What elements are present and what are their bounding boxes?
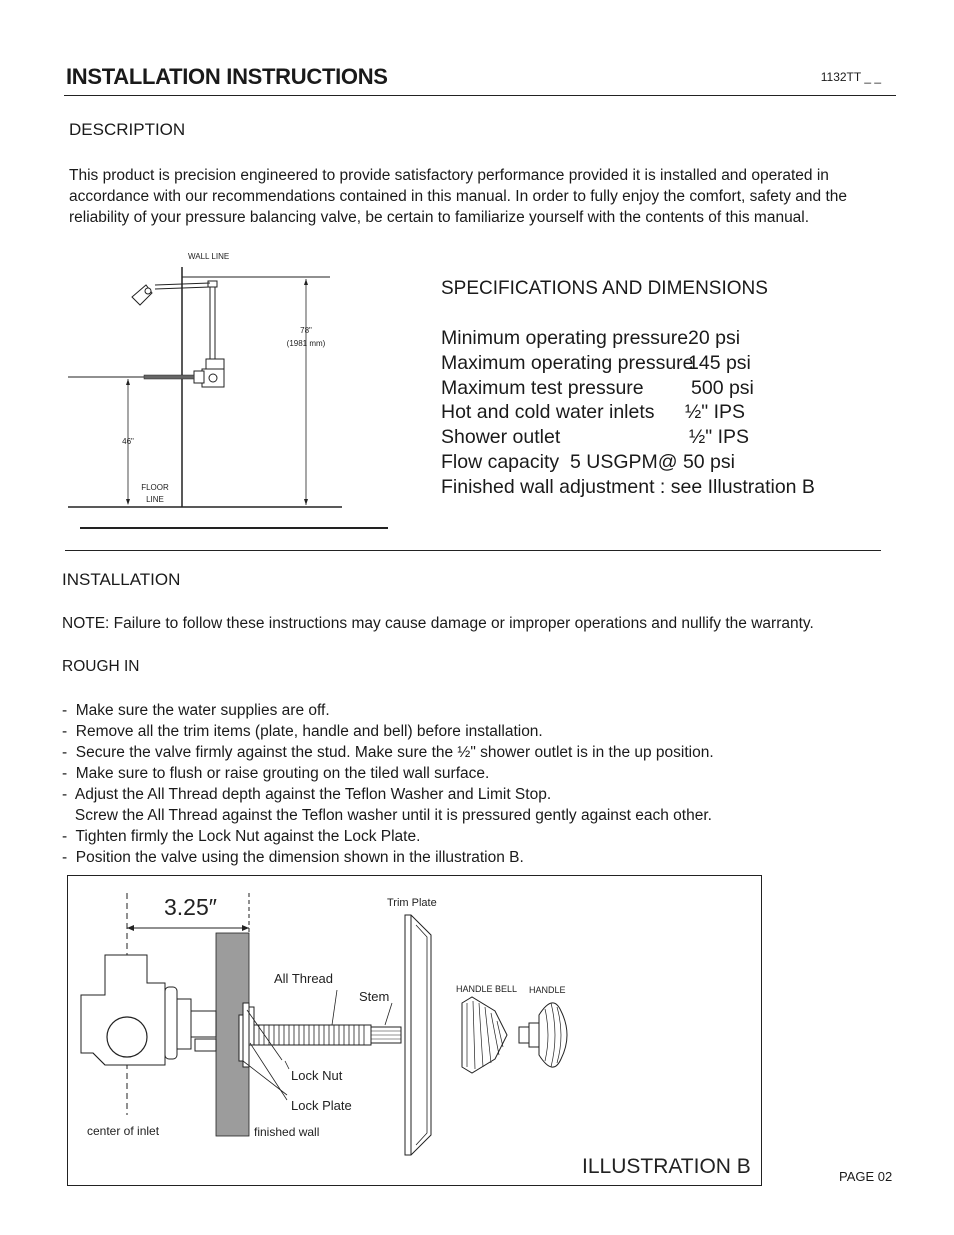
illustration-b — [67, 875, 763, 1187]
model-number: 1132TT _ _ — [820, 70, 881, 84]
wall-line-label: WALL LINE — [188, 252, 230, 261]
description-text: This product is precision engineered to provide satisfactory performance provided it is installed and operated in accordance with our recommendations contained in this manual. In order to fully enjoy the comfort, safety and the reliability of your pressure balancing valve, be certain to familiarize yourself with the contents of this manual. — [69, 167, 848, 226]
stem-label: Stem — [359, 989, 390, 1004]
spec-row — [441, 425, 815, 450]
list-item: - Make sure the water supplies are off. — [62, 702, 330, 719]
handle-bell-label: HANDLE BELL — [456, 984, 518, 994]
handle-stem-icon — [519, 1027, 529, 1043]
valve-cap-icon — [165, 987, 177, 1059]
height-78-label: 78" — [300, 326, 312, 335]
list-item: - Adjust the All Thread depth against the Teflon Washer and Limit Stop. — [62, 786, 552, 803]
spec-value: ½" IPS — [689, 426, 750, 449]
trim-plate-label: Trim Plate — [387, 897, 437, 909]
specifications-list — [441, 326, 815, 500]
inlet-icon — [107, 1017, 147, 1057]
description-heading: DESCRIPTION — [69, 120, 186, 139]
spec-value: ½" IPS — [685, 401, 746, 424]
specifications-heading: SPECIFICATIONS AND DIMENSIONS — [441, 278, 768, 299]
finished-wall-label: finished wall — [254, 1125, 320, 1139]
rough-in-heading: ROUGH IN — [62, 658, 140, 675]
spec-row — [441, 450, 815, 475]
center-of-inlet-label: center of inlet — [87, 1124, 160, 1138]
spec-value: 145 psi — [688, 351, 751, 374]
list-item: - Make sure to flush or raise grouting on the tiled wall surface. — [62, 765, 490, 782]
lock-plate-label: Lock Plate — [291, 1098, 352, 1113]
handle-label: HANDLE — [529, 985, 566, 995]
list-item: - Remove all the trim items (plate, handle and bell) before installation. — [62, 723, 543, 740]
spec-value: 20 psi — [688, 327, 741, 349]
spec-name: Maximum test pressure — [441, 376, 644, 399]
header-divider — [64, 95, 896, 96]
height-78mm-label: (1981 mm) — [286, 339, 326, 348]
illustration-caption: ILLUSTRATION B — [582, 1155, 751, 1178]
page-title: INSTALLATION INSTRUCTIONS — [66, 64, 388, 89]
spec-name: Shower outlet — [441, 426, 561, 449]
spec-name: Maximum operating pressure — [441, 351, 694, 374]
dimension-label: 3.25″ — [164, 894, 217, 920]
spec-row — [441, 351, 815, 376]
spec-value: 500 psi — [691, 376, 754, 399]
floor-label-1: FLOOR — [141, 483, 169, 492]
spec-row — [441, 326, 815, 351]
all-thread-label: All Thread — [274, 971, 334, 986]
spec-name: Flow capacity — [441, 450, 560, 473]
page-number: PAGE 02 — [839, 1169, 893, 1184]
all-thread-icon — [254, 1025, 371, 1045]
list-item: - Secure the valve firmly against the stud. Make sure the ½" shower outlet is in the up position. — [62, 744, 714, 761]
lock-nut-icon — [249, 1007, 254, 1045]
lock-nut-label: Lock Nut — [291, 1068, 343, 1083]
spec-row — [441, 400, 815, 425]
list-item: - Position the valve using the dimension shown in the illustration B. — [62, 849, 524, 866]
list-item: - Tighten firmly the Lock Nut against the Lock Plate. — [62, 828, 421, 845]
height-46-label: 46" — [122, 437, 134, 446]
section-divider — [65, 550, 881, 551]
spec-value: see Illustration B — [670, 475, 815, 498]
spec-row — [441, 376, 815, 401]
floor-label-2: LINE — [146, 495, 164, 504]
installation-note: NOTE: Failure to follow these instructions may cause damage or improper operations and nullify the warranty. — [62, 615, 814, 632]
list-item: Screw the All Thread against the Teflon washer until it is pressured gently against each other. — [62, 807, 712, 824]
installation-heading: INSTALLATION — [62, 570, 181, 589]
spec-row — [441, 475, 815, 500]
spec-name: Finished wall adjustment : — [441, 475, 666, 498]
spec-name: Minimum operating pressure — [441, 327, 689, 349]
spec-name: Hot and cold water inlets — [441, 401, 655, 424]
rough-in-steps — [62, 700, 714, 868]
shower-elevation-diagram — [60, 245, 400, 535]
spec-value: 5 USGPM@ 50 psi — [569, 450, 735, 473]
